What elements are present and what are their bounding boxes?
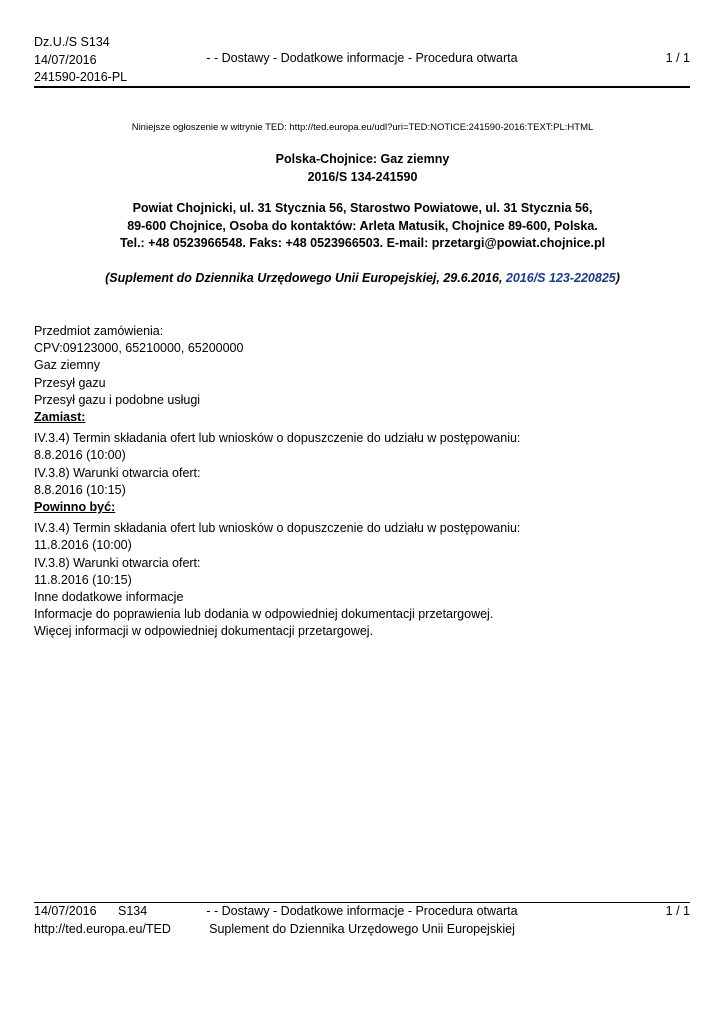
cpv-codes: CPV:09123000, 65210000, 65200000 bbox=[34, 341, 244, 356]
should-be-heading: Powinno być: bbox=[34, 500, 116, 515]
notice-id: 241590-2016-PL bbox=[34, 70, 128, 84]
header-title: - - Dostawy - Dodatkowe informacje - Procedura otwarta bbox=[206, 51, 518, 65]
instead-line: IV.3.8) Warunki otwarcia ofert: bbox=[34, 465, 201, 480]
page-header bbox=[34, 34, 690, 86]
ted-notice-line: Niniejsze ogłoszenie w witrynie TED: http://ted.europa.eu/udl?uri=TED:NOTICE:241590-2016:TEXT:PL:HTML bbox=[131, 122, 594, 133]
header-date: 14/07/2016 bbox=[34, 52, 97, 67]
header-divider bbox=[34, 86, 690, 88]
footer-subtitle: Suplement do Dziennika Urzędowego Unii Europejskiej bbox=[209, 921, 515, 936]
should-be-line: Więcej informacji w odpowiedniej dokumentacji przetargowej. bbox=[34, 624, 374, 639]
subject-label: Przedmiot zamówienia: bbox=[34, 324, 164, 338]
should-be-line: 11.8.2016 (10:00) bbox=[34, 538, 132, 553]
footer-issue: S134 bbox=[118, 904, 148, 918]
should-be-line: Inne dodatkowe informacje bbox=[34, 590, 184, 605]
should-be-line: IV.3.8) Warunki otwarcia ofert: bbox=[34, 555, 201, 570]
instead-line: 8.8.2016 (10:15) bbox=[34, 482, 126, 497]
authority-line1: Powiat Chojnicki, ul. 31 Stycznia 56, Starostwo Powiatowe, ul. 31 Stycznia 56, bbox=[132, 201, 593, 215]
document-title-line2: 2016/S 134-241590 bbox=[307, 169, 418, 184]
should-be-line: IV.3.4) Termin składania ofert lub wniosków o dopuszczenie do udziału w postępowaniu: bbox=[34, 521, 521, 536]
document-title-line1: Polska-Chojnice: Gaz ziemny bbox=[275, 152, 450, 166]
journal-ref: Dz.U./S S134 bbox=[34, 35, 110, 49]
document-title bbox=[0, 151, 725, 186]
supplement-prefix: (Suplement do Dziennika Urzędowego Unii Europejskiej, 29.6.2016, bbox=[105, 271, 506, 285]
page-footer bbox=[34, 903, 690, 939]
authority-line3: Tel.: +48 0523966548. Faks: +48 0523966503. E-mail: przetargi@powiat.chojnice.pl bbox=[119, 236, 606, 250]
subject-item: Przesył gazu bbox=[34, 375, 106, 390]
header-page-number: 1 / 1 bbox=[665, 51, 690, 65]
instead-line: 8.8.2016 (10:00) bbox=[34, 448, 126, 463]
supplement-link[interactable]: 2016/S 123-220825 bbox=[505, 271, 616, 285]
authority-line2: 89-600 Chojnice, Osoba do kontaktów: Arleta Matusik, Chojnice 89-600, Polska. bbox=[127, 218, 598, 233]
footer-title: - - Dostawy - Dodatkowe informacje - Procedura otwarta bbox=[206, 904, 518, 918]
supplement-suffix: ) bbox=[615, 271, 620, 285]
should-be-line: Informacje do poprawienia lub dodania w odpowiedniej dokumentacji przetargowej. bbox=[34, 607, 494, 622]
footer-page-number: 1 / 1 bbox=[665, 904, 690, 918]
footer-date: 14/07/2016 bbox=[34, 904, 97, 918]
supplement-reference bbox=[0, 271, 725, 285]
should-be-line: 11.8.2016 (10:15) bbox=[34, 572, 132, 587]
instead-line: IV.3.4) Termin składania ofert lub wniosków o dopuszczenie do udziału w postępowaniu: bbox=[34, 431, 521, 446]
instead-heading: Zamiast: bbox=[34, 410, 86, 425]
footer-url: http://ted.europa.eu/TED bbox=[34, 921, 171, 936]
contracting-authority bbox=[60, 200, 665, 253]
notice-body bbox=[34, 323, 684, 641]
subject-item: Gaz ziemny bbox=[34, 358, 100, 373]
subject-item: Przesył gazu i podobne usługi bbox=[34, 392, 201, 407]
footer-title-block bbox=[34, 903, 690, 938]
